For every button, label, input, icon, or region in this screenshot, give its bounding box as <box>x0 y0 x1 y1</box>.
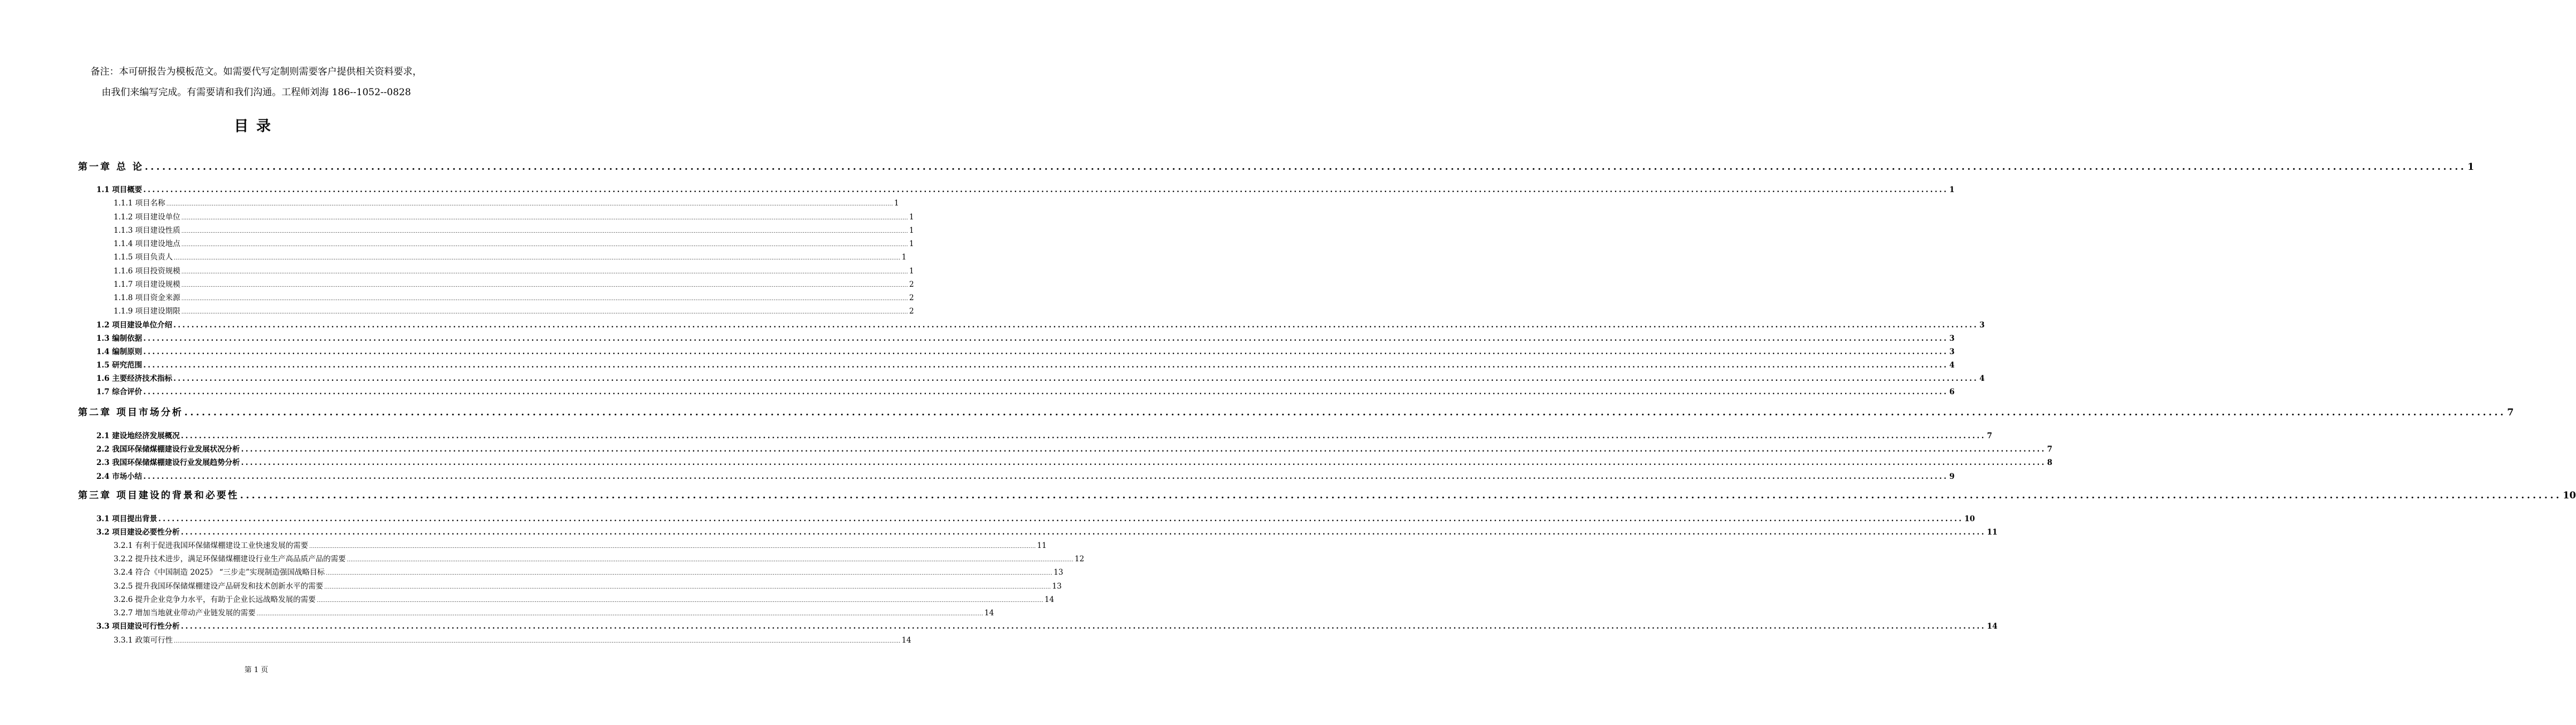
toc-entry-label: 1.1.4 项目建设地点 <box>114 239 180 248</box>
toc-entry-page: 7 <box>2047 445 2053 454</box>
toc-entry[interactable] <box>114 635 911 645</box>
toc-entry[interactable] <box>78 489 2576 502</box>
toc-leader-dots: ................................................................................................................................................................................................................................................................................................................................................................................................................ <box>143 388 1949 396</box>
toc-leader-dots: ................................................................................................................................................................................................................................................................................................................................................................................................................ <box>166 202 893 207</box>
toc-entry[interactable] <box>96 387 1955 397</box>
toc-leader-dots: ................................................................................................................................................................................................................................................................................................................................................................................................................ <box>181 229 908 234</box>
toc-leader-dots: ................................................................................................................................................................................................................................................................................................................................................................................................................ <box>174 256 901 261</box>
toc-entry-label: 2.4 市场小结 <box>96 472 143 481</box>
toc-entry-page: 1 <box>894 199 899 208</box>
toc-leader-dots: ................................................................................................................................................................................................................................................................................................................................................................................................................ <box>158 515 1964 523</box>
toc-entry-label: 第二章 项目市场分析 <box>78 407 183 418</box>
toc-entry[interactable] <box>96 514 1975 524</box>
toc-entry-label: 2.1 建设地经济发展概况 <box>96 432 180 440</box>
toc-entry[interactable] <box>96 347 1955 357</box>
toc-entry-page: 1 <box>909 267 914 276</box>
toc-entry-page: 3 <box>1949 347 1955 356</box>
toc-entry-label: 第一章 总 论 <box>78 161 144 173</box>
toc-entry-label: 3.1 项目提出背景 <box>96 515 158 523</box>
toc-leader-dots: ................................................................................................................................................................................................................................................................................................................................................................................................................ <box>181 242 908 248</box>
toc-leader-dots: ................................................................................................................................................................................................................................................................................................................................................................................................................ <box>143 347 1949 356</box>
toc-entry-page: 6 <box>1949 388 1955 396</box>
toc-entry-label: 1.1.7 项目建设规模 <box>114 280 180 289</box>
toc-entry-page: 3 <box>1949 334 1955 343</box>
toc-entry-label: 1.1 项目概要 <box>96 185 143 194</box>
toc-entry-page: 7 <box>2507 407 2514 418</box>
note-line-2: 由我们来编写完成。有需要请和我们沟通。工程师刘海 186--1052--0828 <box>101 87 411 98</box>
toc-entry-page: 4 <box>1949 361 1955 370</box>
toc-entry[interactable] <box>78 406 2514 419</box>
toc-leader-dots: ................................................................................................................................................................................................................................................................................................................................................................................................................ <box>316 598 1043 604</box>
toc-entry[interactable] <box>114 581 1062 591</box>
toc-leader-dots: ................................................................................................................................................................................................................................................................................................................................................................................................................ <box>143 472 1949 481</box>
toc-leader-dots: ................................................................................................................................................................................................................................................................................................................................................................................................................ <box>180 432 1986 440</box>
note-line-1: 备注：本可研报告为模板范文。如需要代写定制则需要客户提供相关资料要求， <box>90 66 422 77</box>
toc-entry-page: 2 <box>909 293 914 302</box>
toc-entry-label: 1.6 主要经济技术指标 <box>96 374 173 383</box>
toc-entry-label: 1.1.9 项目建设期限 <box>114 307 180 316</box>
toc-entry-page: 1 <box>2467 161 2475 173</box>
toc-entry-page: 14 <box>901 636 911 645</box>
toc-entry-label: 1.2 项目建设单位介绍 <box>96 321 173 330</box>
toc-entry[interactable] <box>96 444 2053 454</box>
toc-leader-dots: ................................................................................................................................................................................................................................................................................................................................................................................................................ <box>144 161 2467 173</box>
toc-entry-page: 4 <box>1979 374 1985 383</box>
toc-entry[interactable] <box>78 161 2475 173</box>
toc-leader-dots: ................................................................................................................................................................................................................................................................................................................................................................................................................ <box>143 334 1949 343</box>
toc-leader-dots: ................................................................................................................................................................................................................................................................................................................................................................................................................ <box>173 374 1979 383</box>
toc-entry[interactable] <box>114 266 914 276</box>
toc-entry-page: 9 <box>1949 472 1955 481</box>
toc-entry-page: 1 <box>909 213 914 222</box>
toc-leader-dots: ................................................................................................................................................................................................................................................................................................................................................................................................................ <box>325 571 1053 576</box>
toc-entry-page: 2 <box>909 280 914 289</box>
toc-entry-label: 3.2.7 增加当地就业带动产业链发展的需要 <box>114 609 256 618</box>
toc-leader-dots: ................................................................................................................................................................................................................................................................................................................................................................................................................ <box>181 296 908 302</box>
toc-entry-page: 13 <box>1053 568 1063 577</box>
toc-entry[interactable] <box>114 608 994 618</box>
toc-leader-dots: ................................................................................................................................................................................................................................................................................................................................................................................................................ <box>347 557 1074 563</box>
toc-leader-dots: ................................................................................................................................................................................................................................................................................................................................................................................................................ <box>256 611 983 617</box>
toc-entry-page: 3 <box>1979 321 1985 330</box>
toc-entry-label: 3.2.5 提升我国环保储煤棚建设产品研发和技术创新水平的需要 <box>114 582 324 591</box>
toc-entry-label: 1.1.1 项目名称 <box>114 199 165 208</box>
toc-leader-dots: ................................................................................................................................................................................................................................................................................................................................................................................................................ <box>181 270 908 275</box>
toc-entry[interactable] <box>96 360 1955 370</box>
toc-entry[interactable] <box>114 306 914 316</box>
page-number-footer: 第 1 页 <box>244 666 269 674</box>
toc-entry-page: 13 <box>1052 582 1062 591</box>
toc-entry-label: 2.2 我国环保储煤棚建设行业发展状况分析 <box>96 445 240 454</box>
toc-entry-page: 2 <box>909 307 914 316</box>
toc-entry[interactable] <box>114 595 1055 605</box>
toc-entry[interactable] <box>96 334 1955 344</box>
toc-entry-page: 10 <box>2563 490 2576 501</box>
toc-entry[interactable] <box>96 320 1985 330</box>
toc-entry[interactable] <box>114 226 914 236</box>
toc-entry-label: 1.1.3 项目建设性质 <box>114 226 180 235</box>
toc-entry-page: 7 <box>1987 432 1993 440</box>
toc-leader-dots: ................................................................................................................................................................................................................................................................................................................................................................................................................ <box>241 445 2046 454</box>
toc-entry-label: 3.2 项目建设必要性分析 <box>96 528 180 537</box>
toc-entry[interactable] <box>114 239 914 249</box>
toc-title: 目录 <box>233 118 279 135</box>
toc-entry-page: 1 <box>901 253 907 262</box>
toc-entry-page: 14 <box>1987 622 1998 631</box>
toc-leader-dots: ................................................................................................................................................................................................................................................................................................................................................................................................................ <box>309 544 1036 550</box>
toc-entry[interactable] <box>114 198 899 208</box>
toc-entry-label: 1.7 综合评价 <box>96 388 143 396</box>
toc-entry-page: 1 <box>1949 185 1955 194</box>
toc-entry-page: 14 <box>984 609 994 618</box>
toc-entry-page: 1 <box>909 239 914 248</box>
toc-leader-dots: ................................................................................................................................................................................................................................................................................................................................................................................................................ <box>174 639 901 644</box>
toc-entry-label: 1.5 研究范围 <box>96 361 143 370</box>
toc-leader-dots: ................................................................................................................................................................................................................................................................................................................................................................................................................ <box>180 622 1986 631</box>
toc-leader-dots: ................................................................................................................................................................................................................................................................................................................................................................................................................ <box>181 310 908 315</box>
toc-entry-label: 3.3.1 政策可行性 <box>114 636 173 645</box>
toc-entry[interactable] <box>96 431 1993 441</box>
toc-entry-page: 14 <box>1044 595 1055 604</box>
toc-entry[interactable] <box>96 374 1985 384</box>
toc-entry-label: 1.1.8 项目资金来源 <box>114 293 180 302</box>
toc-leader-dots: ................................................................................................................................................................................................................................................................................................................................................................................................................ <box>240 490 2562 501</box>
toc-entry[interactable] <box>114 293 914 303</box>
toc-leader-dots: ................................................................................................................................................................................................................................................................................................................................................................................................................ <box>173 321 1979 330</box>
toc-entry[interactable] <box>114 252 907 262</box>
toc-leader-dots: ................................................................................................................................................................................................................................................................................................................................................................................................................ <box>180 528 1986 537</box>
toc-entry-page: 10 <box>1964 515 1975 523</box>
toc-entry-label: 3.3 项目建设可行性分析 <box>96 622 180 631</box>
toc-leader-dots: ................................................................................................................................................................................................................................................................................................................................................................................................................ <box>143 361 1949 370</box>
toc-entry-label: 1.4 编制原则 <box>96 347 143 356</box>
toc-entry[interactable] <box>114 567 1063 577</box>
toc-leader-dots: ................................................................................................................................................................................................................................................................................................................................................................................................................ <box>181 215 908 221</box>
toc-leader-dots: ................................................................................................................................................................................................................................................................................................................................................................................................................ <box>181 283 908 288</box>
toc-entry[interactable] <box>96 472 1955 482</box>
toc-entry-page: 1 <box>909 226 914 235</box>
toc-entry[interactable] <box>114 541 1047 551</box>
toc-entry[interactable] <box>96 185 1955 195</box>
toc-entry-page: 11 <box>1987 528 1998 537</box>
toc-entry[interactable] <box>114 554 1085 564</box>
toc-entry-label: 1.3 编制依据 <box>96 334 143 343</box>
toc-entry-label: 1.1.2 项目建设单位 <box>114 213 180 222</box>
toc-entry-label: 3.2.2 提升技术进步，满足环保储煤棚建设行业生产高品质产品的需要 <box>114 555 346 564</box>
toc-entry[interactable] <box>96 458 2053 468</box>
toc-entry[interactable] <box>96 527 1998 537</box>
toc-leader-dots: ................................................................................................................................................................................................................................................................................................................................................................................................................ <box>184 407 2506 418</box>
toc-entry-page: 8 <box>2047 458 2053 467</box>
toc-entry-label: 3.2.6 提升企业竞争力水平，有助于企业长远战略发展的需要 <box>114 595 316 604</box>
toc-leader-dots: ................................................................................................................................................................................................................................................................................................................................................................................................................ <box>324 585 1051 590</box>
toc-entry-label: 第三章 项目建设的背景和必要性 <box>78 490 239 501</box>
toc-entry-page: 11 <box>1037 541 1047 550</box>
toc-leader-dots: ................................................................................................................................................................................................................................................................................................................................................................................................................ <box>143 185 1949 194</box>
toc-leader-dots: ................................................................................................................................................................................................................................................................................................................................................................................................................ <box>241 458 2046 467</box>
toc-entry[interactable] <box>114 280 914 290</box>
toc-entry-label: 3.2.1 有利于促进我国环保储煤棚建设工业快速发展的需要 <box>114 541 309 550</box>
toc-entry[interactable] <box>114 212 914 222</box>
toc-entry-label: 1.1.6 项目投资规模 <box>114 267 180 276</box>
toc-entry-page: 12 <box>1074 555 1085 564</box>
toc-entry[interactable] <box>96 621 1998 631</box>
toc-entry-label: 2.3 我国环保储煤棚建设行业发展趋势分析 <box>96 458 240 467</box>
toc-entry-label: 3.2.4 符合《中国制造 2025》 “三步走”实现制造强国战略目标 <box>114 568 325 577</box>
toc-entry-label: 1.1.5 项目负责人 <box>114 253 173 262</box>
